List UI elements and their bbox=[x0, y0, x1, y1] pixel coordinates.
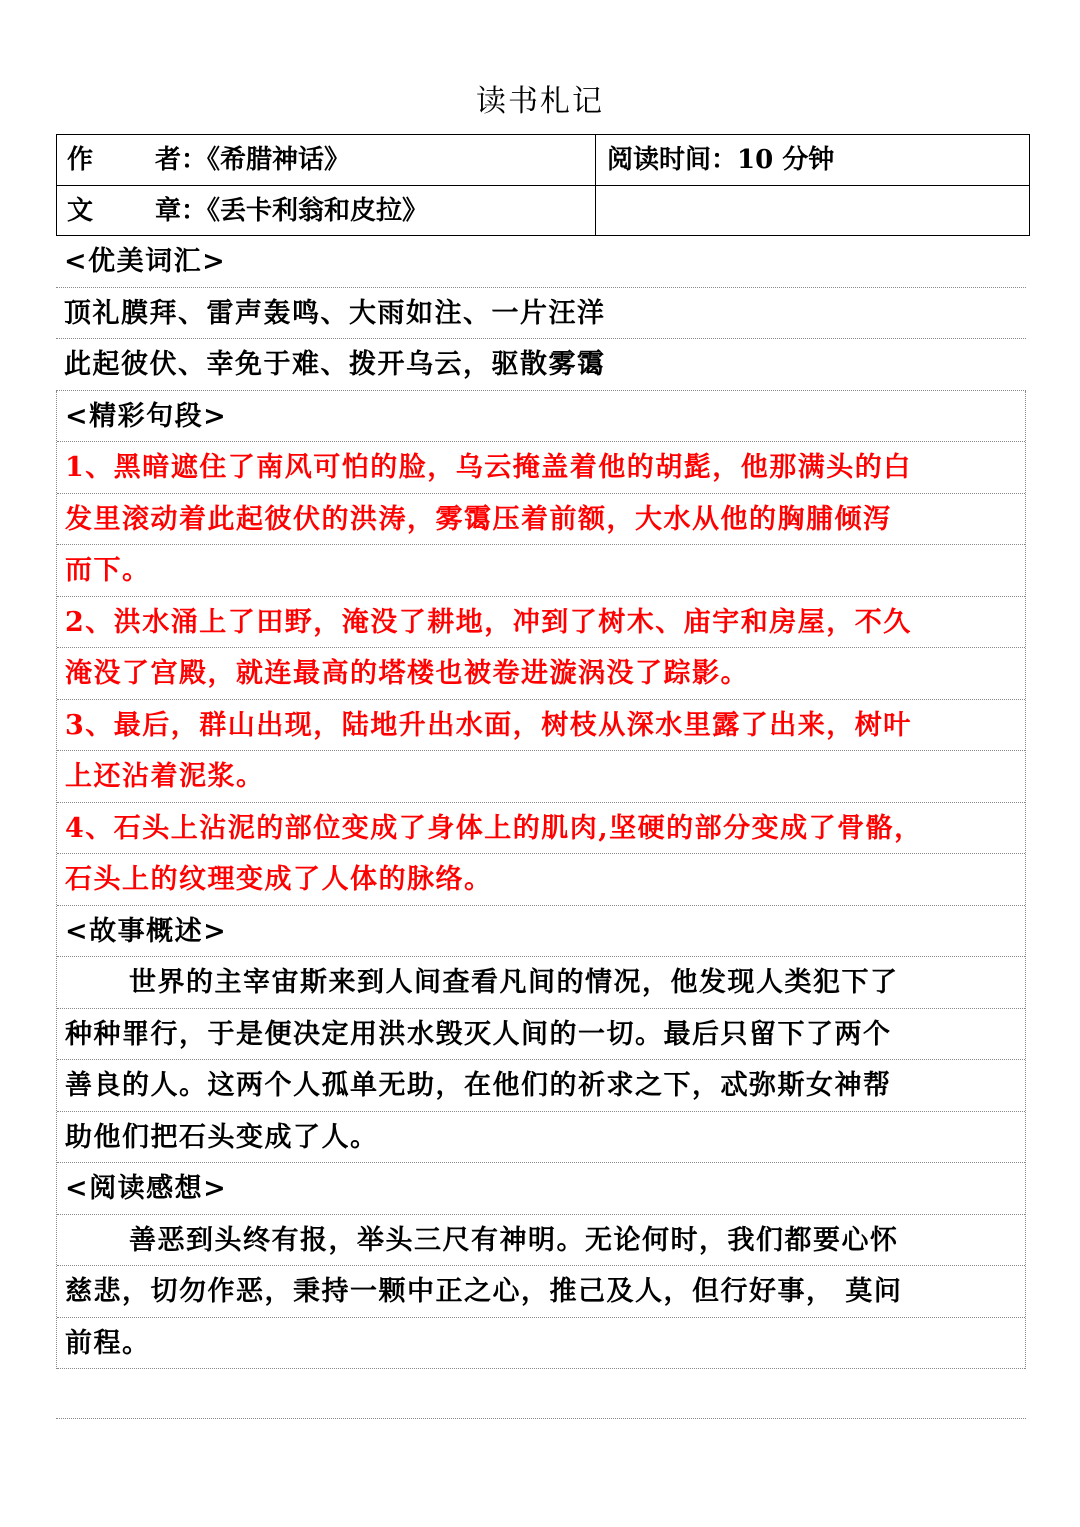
section-heading-vocab: <优美词汇> bbox=[56, 236, 1026, 288]
thoughts-line: 慈悲，切勿作恶，秉持一颗中正之心，推己及人，但行好事， 莫问 bbox=[57, 1266, 1025, 1318]
thoughts-line: 善恶到头终有报，举头三尺有神明。无论何时，我们都要心怀 bbox=[57, 1215, 1025, 1267]
page-title: 读书札记 bbox=[476, 84, 604, 119]
summary-line: 善良的人。这两个人孤单无助，在他们的祈求之下，忒弥斯女神帮 bbox=[57, 1060, 1025, 1112]
section-heading-sentences: <精彩句段> bbox=[57, 391, 1025, 443]
section-heading-summary: <故事概述> bbox=[57, 906, 1025, 958]
thoughts-line: 前程。 bbox=[57, 1318, 1025, 1370]
sentence-line: 4、石头上沾泥的部位变成了身体上的肌肉,坚硬的部分变成了骨骼， bbox=[57, 803, 1025, 855]
section-heading-thoughts: <阅读感想> bbox=[57, 1163, 1025, 1215]
author-cell bbox=[67, 135, 350, 185]
article-cell bbox=[67, 186, 428, 236]
author-value: 《希腊神话》 bbox=[207, 145, 351, 175]
notes-body bbox=[56, 236, 1026, 1369]
article-label: 文 bbox=[67, 196, 94, 226]
sentence-line: 2、洪水涌上了田野，淹没了耕地，冲到了树木、庙宇和房屋，不久 bbox=[57, 597, 1025, 649]
article-value: 《丢卡利翁和皮拉》 bbox=[207, 196, 429, 226]
sentence-line: 上还沾着泥浆。 bbox=[57, 751, 1025, 803]
summary-line: 助他们把石头变成了人。 bbox=[57, 1112, 1025, 1164]
summary-line: 世界的主宰宙斯来到人间查看凡间的情况，他发现人类犯下了 bbox=[57, 957, 1025, 1009]
sentence-line: 1、黑暗遮住了南风可怕的脸，乌云掩盖着他的胡髭，他那满头的白 bbox=[57, 442, 1025, 494]
summary-line: 种种罪行，于是便决定用洪水毁灭人间的一切。最后只留下了两个 bbox=[57, 1009, 1025, 1061]
vocab-line: 顶礼膜拜、雷声轰鸣、大雨如注、一片汪洋 bbox=[56, 288, 1026, 340]
bottom-rule bbox=[56, 1418, 1026, 1419]
author-label: 作 bbox=[67, 145, 94, 175]
sentence-line: 淹没了宫殿，就连最高的塔楼也被卷进漩涡没了踪影。 bbox=[57, 648, 1025, 700]
sentence-line: 而下。 bbox=[57, 545, 1025, 597]
vocab-line: 此起彼伏、幸免于难、拨开乌云，驱散雾霭 bbox=[56, 339, 1026, 391]
notes-frame bbox=[56, 391, 1026, 1370]
sentence-line: 石头上的纹理变成了人体的脉络。 bbox=[57, 854, 1025, 906]
reading-time-cell: 阅读时间：10 分钟 bbox=[607, 145, 835, 175]
author-label-suffix: 者： bbox=[155, 145, 208, 175]
info-table bbox=[56, 134, 1030, 236]
sentence-line: 发里滚动着此起彼伏的洪涛，雾霭压着前额，大水从他的胸脯倾泻 bbox=[57, 494, 1025, 546]
article-label-suffix: 章： bbox=[155, 196, 208, 226]
sentence-line: 3、最后，群山出现，陆地升出水面，树枝从深水里露了出来，树叶 bbox=[57, 700, 1025, 752]
